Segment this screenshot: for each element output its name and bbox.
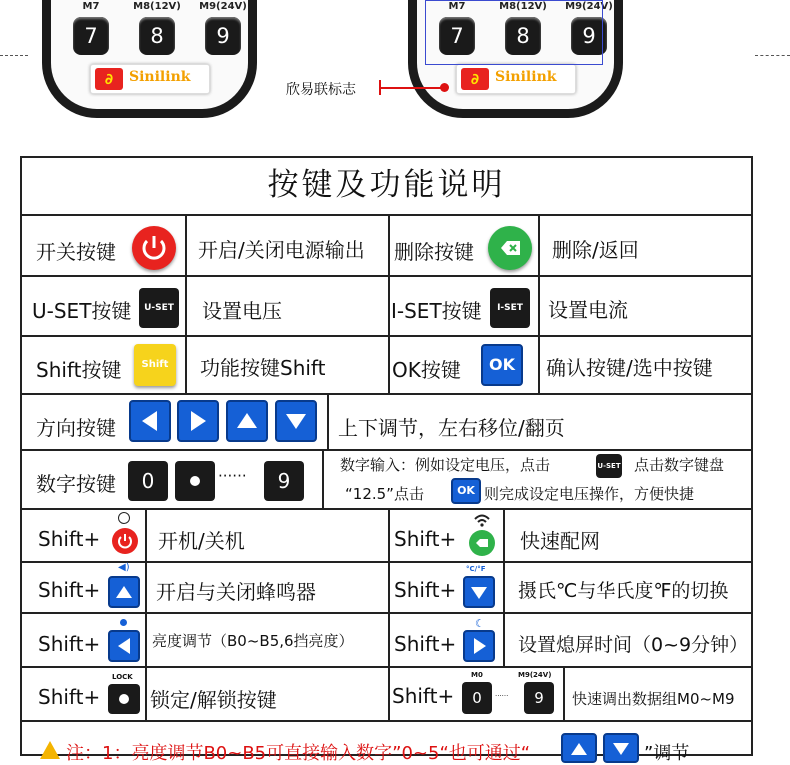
shift-key-label: Shift按键 <box>36 358 122 382</box>
function-table <box>20 156 753 756</box>
uset-key-desc: 设置电压 <box>202 299 282 323</box>
row-divider <box>22 449 751 451</box>
col-divider <box>145 508 147 720</box>
shift-plus-label: Shift+ <box>38 632 101 656</box>
number-desc-line2a: “12.5”点击 <box>345 485 424 503</box>
brand-mark-icon: ∂ <box>461 68 489 90</box>
screen-off-desc: 设置熄屏时间（0~9分钟） <box>518 634 749 656</box>
callout-line <box>380 87 446 89</box>
lock-desc: 锁定/解锁按键 <box>150 688 277 712</box>
brand-logo: ∂ Sinilink <box>456 64 576 94</box>
key-7[interactable]: 7 <box>73 17 109 55</box>
shift-icon: Shift <box>134 344 176 386</box>
label-m9: M9(24V) <box>199 1 247 12</box>
number-desc-line2b: 则完成设定电压操作，方便快捷 <box>484 485 695 503</box>
key-0-small-icon: 0 <box>462 682 492 714</box>
ok-icon: OK <box>481 344 523 386</box>
table-title: 按键及功能说明 <box>22 158 751 216</box>
speaker-icon: ◀) <box>118 562 130 573</box>
col-divider <box>185 216 187 393</box>
dot-small-icon <box>108 684 140 714</box>
divider-right <box>755 55 790 56</box>
key-9-icon: 9 <box>264 461 304 501</box>
row-divider <box>22 335 751 337</box>
key-9[interactable]: 9 <box>571 17 607 55</box>
callout-dot <box>440 83 449 92</box>
temperature-desc: 摄氏℃与华氏度℉的切换 <box>518 580 729 602</box>
row-divider <box>22 720 751 722</box>
brand-logo: ∂ Sinilink <box>90 64 210 94</box>
key-9[interactable]: 9 <box>205 17 241 55</box>
key-8[interactable]: 8 <box>505 17 541 55</box>
shift-plus-label: Shift+ <box>38 527 101 551</box>
shift-plus-label: Shift+ <box>38 685 101 709</box>
iset-key-label: I-SET按键 <box>391 299 482 323</box>
power-key-label: 开关按键 <box>36 240 116 264</box>
highlight-box <box>425 0 603 65</box>
uset-key-label: U-SET按键 <box>32 299 132 323</box>
m-dots: ······ <box>495 692 509 700</box>
brightness-desc: 亮度调节（B0~B5,6挡亮度） <box>152 632 354 650</box>
row-divider <box>22 275 751 277</box>
ok-key-desc: 确认按键/选中按键 <box>546 356 713 380</box>
shift-plus-label: Shift+ <box>38 578 101 602</box>
col-divider <box>538 216 540 393</box>
temp-unit-tag: °C/°F <box>466 565 486 573</box>
shift-plus-label: Shift+ <box>394 527 457 551</box>
row-divider <box>22 612 751 614</box>
col-divider <box>388 508 390 720</box>
col-divider <box>503 508 505 666</box>
arrow-left-small-icon <box>108 630 140 662</box>
brand-mark-icon: ∂ <box>95 68 123 90</box>
dot-key-icon <box>175 461 215 501</box>
note-arrow-up-icon <box>561 733 597 763</box>
uset-icon: U-SET <box>139 288 179 328</box>
power-indicator-icon <box>118 512 130 524</box>
note-end: ”调节 <box>644 743 690 764</box>
logo-callout: 欣易联标志 <box>286 82 356 98</box>
row-divider <box>22 508 751 510</box>
remote-left <box>42 0 257 118</box>
warning-icon <box>40 741 60 759</box>
power-onoff-desc: 开机/关机 <box>158 529 245 553</box>
row-divider <box>22 561 751 563</box>
wifi-icon <box>473 512 491 526</box>
m0-tag: M0 <box>471 671 483 679</box>
brightness-icon <box>120 619 127 626</box>
moon-icon: ☾ <box>475 617 485 630</box>
arrow-down-small-icon <box>463 576 495 608</box>
shift-plus-label: Shift+ <box>394 632 457 656</box>
delete-small-icon <box>469 530 495 556</box>
note-text: 注：1：亮度调节B0~B5可直接输入数字”0~5“也可通过“ <box>66 743 531 764</box>
shift-plus-label: Shift+ <box>394 578 457 602</box>
label-m9: M9(24V) <box>565 1 613 12</box>
lock-tag: LOCK <box>112 673 133 681</box>
divider-left <box>0 55 28 56</box>
number-dots: ······ <box>218 467 247 485</box>
label-m8: M8(12V) <box>133 1 181 12</box>
col-divider <box>327 393 329 449</box>
key-7[interactable]: 7 <box>439 17 475 55</box>
direction-key-desc: 上下调节，左右移位/翻页 <box>338 416 565 440</box>
col-divider <box>388 216 390 393</box>
delete-icon <box>488 226 532 270</box>
iset-icon: I-SET <box>490 288 530 328</box>
arrow-up-icon <box>226 400 268 442</box>
direction-key-label: 方向按键 <box>36 416 116 440</box>
network-desc: 快速配网 <box>520 529 600 553</box>
key-9-small-icon: 9 <box>524 682 554 714</box>
shift-key-desc: 功能按键Shift <box>200 356 326 380</box>
buzzer-desc: 开启与关闭蜂鸣器 <box>156 580 316 604</box>
arrow-down-icon <box>275 400 317 442</box>
arrow-left-icon <box>129 400 171 442</box>
label-m8: M8(12V) <box>499 1 547 12</box>
arrow-up-small-icon <box>108 576 140 608</box>
label-m7: M7 <box>82 1 100 12</box>
number-key-label: 数字按键 <box>36 472 116 496</box>
power-small-icon <box>112 528 138 554</box>
key-8[interactable]: 8 <box>139 17 175 55</box>
arrow-right-small-icon <box>463 630 495 662</box>
iset-key-desc: 设置电流 <box>548 298 628 322</box>
delete-key-desc: 删除/返回 <box>552 238 639 262</box>
note-arrow-down-icon <box>603 733 639 763</box>
data-group-desc: 快速调出数据组M0~M9 <box>572 690 735 708</box>
shift-plus-label: Shift+ <box>392 684 455 708</box>
row-divider <box>22 666 751 668</box>
label-m7: M7 <box>448 1 466 12</box>
number-desc-line1b: 点击数字键盘 <box>634 456 725 474</box>
row-divider <box>22 393 751 395</box>
power-icon <box>132 226 176 270</box>
m9-tag: M9(24V) <box>518 671 552 679</box>
ok-key-label: OK按键 <box>392 358 461 382</box>
uset-small-icon: U-SET <box>596 454 622 478</box>
delete-key-label: 删除按键 <box>394 240 474 264</box>
arrow-right-icon <box>177 400 219 442</box>
key-0-icon: 0 <box>128 461 168 501</box>
col-divider <box>563 666 565 720</box>
number-desc-line1a: 数字输入：例如设定电压，点击 <box>340 456 551 474</box>
power-key-desc: 开启/关闭电源输出 <box>198 238 365 262</box>
col-divider <box>322 449 324 508</box>
ok-small-icon: OK <box>451 478 481 504</box>
